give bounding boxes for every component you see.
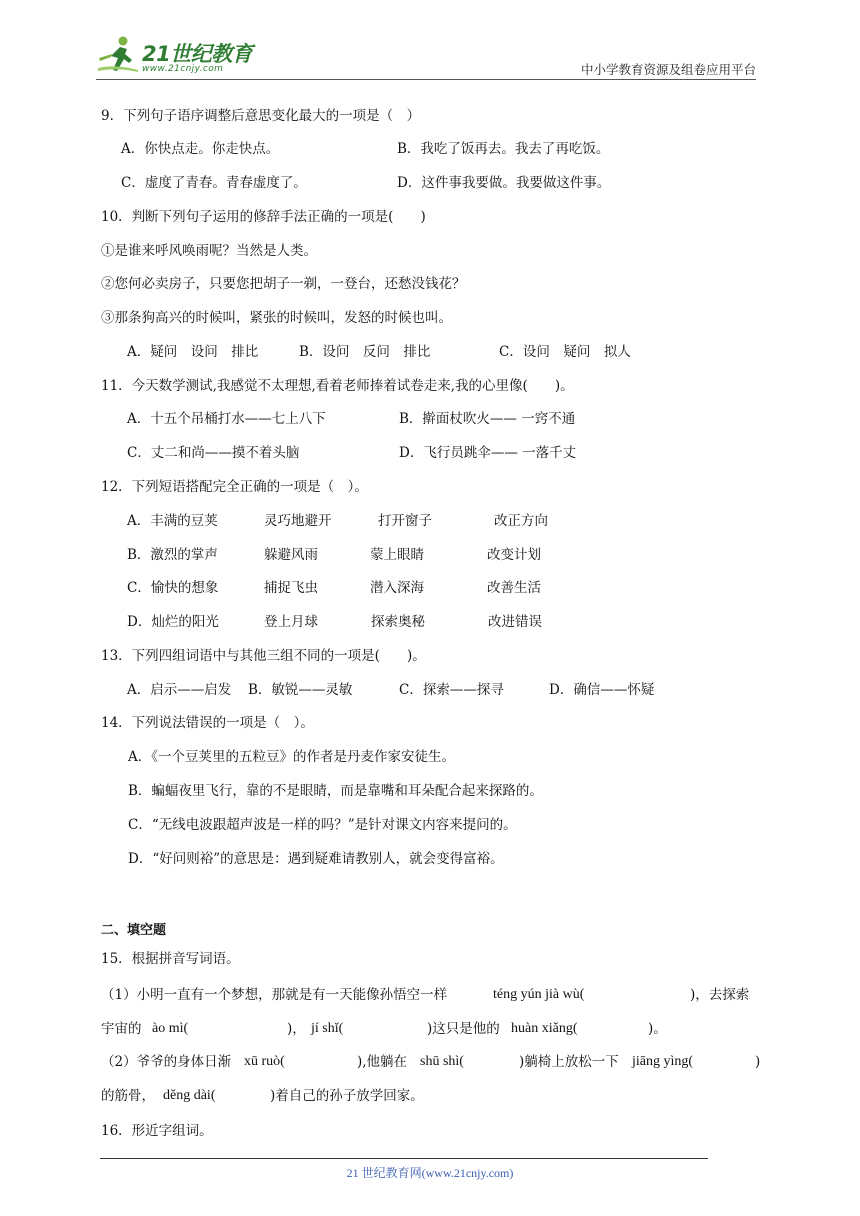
q15-pinyin-3: jí shǐ(: [311, 1021, 344, 1036]
q14-option-c: C．“无线电波跟超声波是一样的吗？”是针对课文内容来提问的。: [128, 817, 517, 833]
q12-row-d-col4: 改进错误: [488, 614, 542, 630]
q15-pinyin-1: téng yún jià wù(: [493, 987, 585, 1002]
q15-blank-3-close: )这只是他的: [427, 1021, 500, 1037]
q12-row-d-col1: D．灿烂的阳光: [127, 614, 219, 630]
q14-option-b: B．蝙蝠夜里飞行，靠的不是眼睛，而是靠嘴和耳朵配合起来探路的。: [128, 783, 543, 799]
q12-row-c-col2: 捕捉飞虫: [264, 580, 318, 596]
q11-option-d: D．飞行员跳伞—— 一落千丈: [399, 445, 577, 461]
q12-row-b-col4: 改变计划: [487, 547, 541, 563]
q15-pinyin-6: shū shì(: [420, 1054, 464, 1069]
q13-option-c: C．探索——探寻: [399, 682, 504, 698]
q15-blank-4-close: )。: [648, 1021, 667, 1037]
header-divider: [96, 79, 756, 80]
q15-pinyin-7: jiāng yìng(: [632, 1054, 694, 1069]
q15-blank-7-close: ): [755, 1054, 761, 1070]
q10-option-b: B．设问 反问 排比: [299, 344, 431, 360]
platform-name: 中小学教育资源及组卷应用平台: [580, 62, 756, 77]
footer-divider: [100, 1158, 708, 1159]
q15-blank-2-close: )，: [287, 1021, 306, 1037]
q12-row-d-col3: 探索奥秘: [371, 614, 425, 630]
q11-option-c: C．丈二和尚——摸不着头脑: [127, 445, 300, 461]
q15-part2-text: （2）爷爷的身体日渐: [101, 1054, 232, 1070]
q9-option-a: A．你快点走。你走快点。: [121, 141, 280, 157]
question-9-stem: 9．下列句子语序调整后意思变化最大的一项是（ ）: [101, 108, 421, 124]
question-10-stem: 10．判断下列句子运用的修辞手法正确的一项是( ): [101, 209, 426, 225]
q12-row-c-col3: 潜入深海: [370, 580, 424, 596]
q11-option-b: B．擀面杖吹火—— 一窍不通: [399, 411, 576, 427]
logo: [96, 34, 266, 80]
q14-option-d: D．“好问则裕”的意思是：遇到疑难请教别人，就会变得富裕。: [128, 851, 504, 867]
section-2-title: 二、填空题: [101, 923, 167, 938]
q9-option-d: D．这件事我要做。我要做这件事。: [397, 175, 611, 191]
q13-option-a: A．启示——启发: [127, 682, 232, 698]
q12-row-b-col3: 蒙上眼睛: [370, 547, 424, 563]
q13-option-d: D．确信——怀疑: [549, 682, 655, 698]
q12-row-a-col1: A．丰满的豆荚: [127, 513, 218, 529]
runner-logo-icon: [96, 34, 140, 76]
q12-row-a-col3: 打开窗子: [378, 513, 432, 529]
q11-option-a: A．十五个吊桶打水——七上八下: [127, 411, 326, 427]
q15-part2-text-b: 的筋骨，: [101, 1088, 155, 1104]
q12-row-c-col1: C．愉快的想象: [127, 580, 219, 596]
question-11-stem: 11．今天数学测试,我感觉不太理想,看着老师捧着试卷走来,我的心里像( )。: [101, 378, 574, 394]
question-13-stem: 13．下列四组词语中与其他三组不同的一项是( )。: [101, 648, 426, 664]
q15-pinyin-4: huàn xiǎng(: [511, 1021, 578, 1036]
q12-row-d-col2: 登上月球: [264, 614, 318, 630]
q15-part1-text-b: 宇宙的: [101, 1021, 142, 1037]
q15-blank-1-close: )，去探索: [690, 987, 750, 1003]
q12-row-a-col4: 改正方向: [494, 513, 548, 529]
q10-sentence-1: ①是谁来呼风唤雨呢？当然是人类。: [101, 243, 317, 259]
footer-text: 21 世纪教育网(www.21cnjy.com): [346, 1166, 514, 1180]
question-14-stem: 14．下列说法错误的一项是（ ）。: [101, 715, 314, 731]
q15-part1-text: （1）小明一直有一个梦想，那就是有一天能像孙悟空一样: [101, 987, 448, 1003]
q10-sentence-3: ③那条狗高兴的时候叫，紧张的时候叫，发怒的时候也叫。: [101, 310, 452, 326]
q15-blank-8-close: )着自己的孙子放学回家。: [270, 1088, 424, 1104]
q13-option-b: B．敏锐——灵敏: [248, 682, 353, 698]
logo-text: 21世纪教育: [142, 42, 253, 66]
q12-row-c-col4: 改善生活: [487, 580, 541, 596]
q10-option-a: A．疑问 设问 排比: [127, 344, 259, 360]
q9-option-c: C．虚度了青春。青春虚度了。: [121, 175, 307, 191]
logo-url: www.21cnjy.com: [142, 64, 224, 74]
q12-row-b-col1: B．激烈的掌声: [127, 547, 218, 563]
q10-sentence-2: ②您何必卖房子，只要您把胡子一剃，一登台，还愁没钱花？: [101, 276, 466, 292]
q15-pinyin-5: xū ruò(: [244, 1054, 285, 1069]
q15-blank-5-close: ),他躺在: [357, 1054, 408, 1070]
page-header: [0, 0, 860, 90]
q12-row-a-col2: 灵巧地避开: [264, 513, 332, 529]
question-15-stem: 15．根据拼音写词语。: [101, 951, 240, 967]
q14-option-a: A．《一个豆荚里的五粒豆》的作者是丹麦作家安徒生。: [128, 749, 455, 765]
q15-pinyin-8: děng dài(: [163, 1088, 216, 1103]
q10-option-c: C．设问 疑问 拟人: [499, 344, 631, 360]
question-16-stem: 16．形近字组词。: [101, 1123, 213, 1139]
q9-option-b: B．我吃了饭再去。我去了再吃饭。: [397, 141, 610, 157]
question-12-stem: 12．下列短语搭配完全正确的一项是（ ）。: [101, 479, 368, 495]
q15-pinyin-2: ào mì(: [152, 1021, 189, 1036]
q12-row-b-col2: 躲避风雨: [264, 547, 318, 563]
q15-blank-6-close: )躺椅上放松一下: [519, 1054, 619, 1070]
